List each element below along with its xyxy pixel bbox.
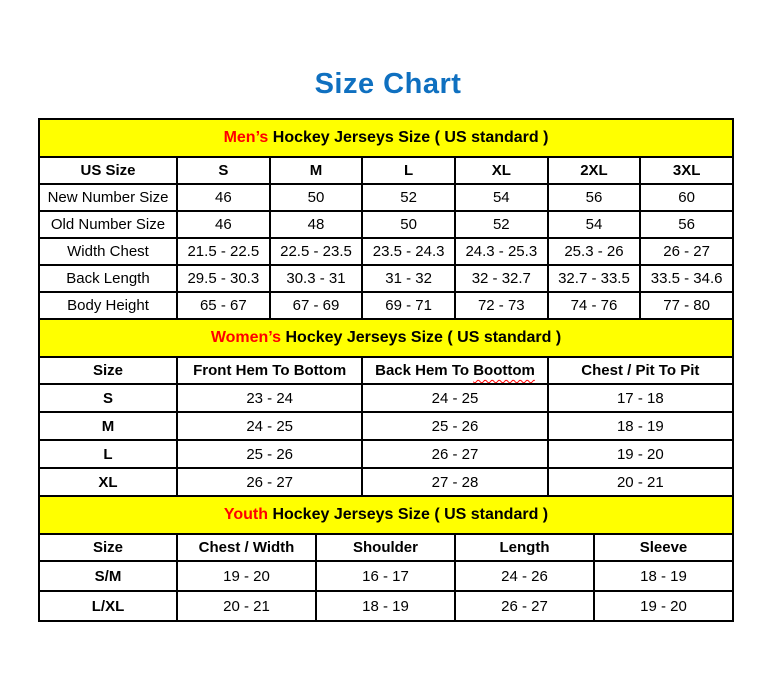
mens-size-value: 52 xyxy=(455,211,548,238)
mens-size-value: 32.7 - 33.5 xyxy=(548,265,641,292)
mens-size-value: 54 xyxy=(548,211,641,238)
mens-table-row xyxy=(39,184,733,211)
womens-column-header: Chest / Pit To Pit xyxy=(548,357,733,384)
womens-size-value: 25 - 26 xyxy=(177,440,362,468)
mens-banner-text: Hockey Jerseys Size ( US standard ) xyxy=(268,129,549,146)
mens-size-value: 50 xyxy=(270,184,363,211)
mens-size-value: 67 - 69 xyxy=(270,292,363,319)
size-tables xyxy=(38,118,734,622)
womens-column-header: Size xyxy=(39,357,177,384)
womens-size-value: 26 - 27 xyxy=(362,440,547,468)
page-title: Size Chart xyxy=(314,68,462,100)
womens-banner-highlight: Women’s xyxy=(210,329,282,346)
mens-table-row xyxy=(39,265,733,292)
mens-row-label: Body Height xyxy=(39,292,177,319)
mens-size-value: 56 xyxy=(548,184,641,211)
mens-size-value: 50 xyxy=(362,211,455,238)
mens-size-value: 77 - 80 xyxy=(640,292,733,319)
mens-row-label: New Number Size xyxy=(39,184,177,211)
mens-row-label: Back Length xyxy=(39,265,177,292)
youth-banner-text: Hockey Jerseys Size ( US standard ) xyxy=(268,506,549,523)
womens-row-label: S xyxy=(39,384,177,412)
mens-header-row xyxy=(39,157,733,184)
mens-size-value: 25.3 - 26 xyxy=(548,238,641,265)
mens-column-header: XL xyxy=(455,157,548,184)
youth-row-label: S/M xyxy=(39,561,177,591)
mens-size-value: 52 xyxy=(362,184,455,211)
womens-table-row xyxy=(39,384,733,412)
womens-size-value: 25 - 26 xyxy=(362,412,547,440)
womens-size-value: 17 - 18 xyxy=(548,384,733,412)
misspelled-word-squiggle: Boottom xyxy=(473,362,535,379)
womens-size-value: 27 - 28 xyxy=(362,468,547,496)
youth-table-row xyxy=(39,561,733,591)
youth-column-header: Length xyxy=(455,534,594,561)
mens-size-value: 24.3 - 25.3 xyxy=(455,238,548,265)
mens-table-row xyxy=(39,211,733,238)
womens-row-label: M xyxy=(39,412,177,440)
womens-section-banner xyxy=(39,319,733,357)
mens-size-value: 21.5 - 22.5 xyxy=(177,238,270,265)
mens-column-header: 3XL xyxy=(640,157,733,184)
womens-size-value: 19 - 20 xyxy=(548,440,733,468)
youth-size-value: 18 - 19 xyxy=(316,591,455,621)
mens-row-label: Width Chest xyxy=(39,238,177,265)
mens-size-value: 29.5 - 30.3 xyxy=(177,265,270,292)
mens-size-value: 33.5 - 34.6 xyxy=(640,265,733,292)
mens-size-value: 74 - 76 xyxy=(548,292,641,319)
youth-size-value: 19 - 20 xyxy=(177,561,316,591)
youth-header-row xyxy=(39,534,733,561)
youth-column-header: Size xyxy=(39,534,177,561)
mens-row-label: Old Number Size xyxy=(39,211,177,238)
mens-size-value: 46 xyxy=(177,184,270,211)
womens-size-value: 20 - 21 xyxy=(548,468,733,496)
mens-size-value: 48 xyxy=(270,211,363,238)
mens-size-value: 72 - 73 xyxy=(455,292,548,319)
womens-size-value: 24 - 25 xyxy=(177,412,362,440)
mens-table-row xyxy=(39,238,733,265)
mens-size-value: 46 xyxy=(177,211,270,238)
youth-section-banner xyxy=(39,496,733,534)
mens-column-header: US Size xyxy=(39,157,177,184)
womens-size-value: 23 - 24 xyxy=(177,384,362,412)
womens-size-value: 18 - 19 xyxy=(548,412,733,440)
mens-size-value: 32 - 32.7 xyxy=(455,265,548,292)
womens-size-value: 26 - 27 xyxy=(177,468,362,496)
womens-table-row xyxy=(39,468,733,496)
youth-column-header: Shoulder xyxy=(316,534,455,561)
womens-size-table xyxy=(38,318,734,497)
youth-size-value: 24 - 26 xyxy=(455,561,594,591)
womens-size-value: 24 - 25 xyxy=(362,384,547,412)
mens-size-value: 60 xyxy=(640,184,733,211)
mens-column-header: M xyxy=(270,157,363,184)
womens-banner-text: Hockey Jerseys Size ( US standard ) xyxy=(281,329,562,346)
mens-size-table xyxy=(38,118,734,320)
mens-size-value: 22.5 - 23.5 xyxy=(270,238,363,265)
youth-column-header: Chest / Width xyxy=(177,534,316,561)
womens-row-label: L xyxy=(39,440,177,468)
womens-column-header xyxy=(362,357,547,384)
mens-table-row xyxy=(39,292,733,319)
youth-size-value: 19 - 20 xyxy=(594,591,733,621)
mens-size-value: 54 xyxy=(455,184,548,211)
womens-column-header: Front Hem To Bottom xyxy=(177,357,362,384)
youth-table-row xyxy=(39,591,733,621)
womens-header-row xyxy=(39,357,733,384)
mens-size-value: 56 xyxy=(640,211,733,238)
youth-size-table xyxy=(38,495,734,622)
column-header-text: Back Hem To xyxy=(375,362,474,379)
mens-size-value: 26 - 27 xyxy=(640,238,733,265)
womens-table-row xyxy=(39,440,733,468)
youth-row-label: L/XL xyxy=(39,591,177,621)
mens-size-value: 65 - 67 xyxy=(177,292,270,319)
mens-column-header: 2XL xyxy=(548,157,641,184)
youth-size-value: 18 - 19 xyxy=(594,561,733,591)
mens-banner-highlight: Men’s xyxy=(223,129,269,146)
youth-size-value: 26 - 27 xyxy=(455,591,594,621)
youth-size-value: 20 - 21 xyxy=(177,591,316,621)
mens-size-value: 23.5 - 24.3 xyxy=(362,238,455,265)
mens-column-header: L xyxy=(362,157,455,184)
youth-size-value: 16 - 17 xyxy=(316,561,455,591)
mens-section-banner xyxy=(39,119,733,157)
mens-size-value: 30.3 - 31 xyxy=(270,265,363,292)
youth-banner-highlight: Youth xyxy=(223,506,268,523)
mens-size-value: 31 - 32 xyxy=(362,265,455,292)
womens-table-row xyxy=(39,412,733,440)
youth-column-header: Sleeve xyxy=(594,534,733,561)
mens-column-header: S xyxy=(177,157,270,184)
womens-row-label: XL xyxy=(39,468,177,496)
mens-size-value: 69 - 71 xyxy=(362,292,455,319)
